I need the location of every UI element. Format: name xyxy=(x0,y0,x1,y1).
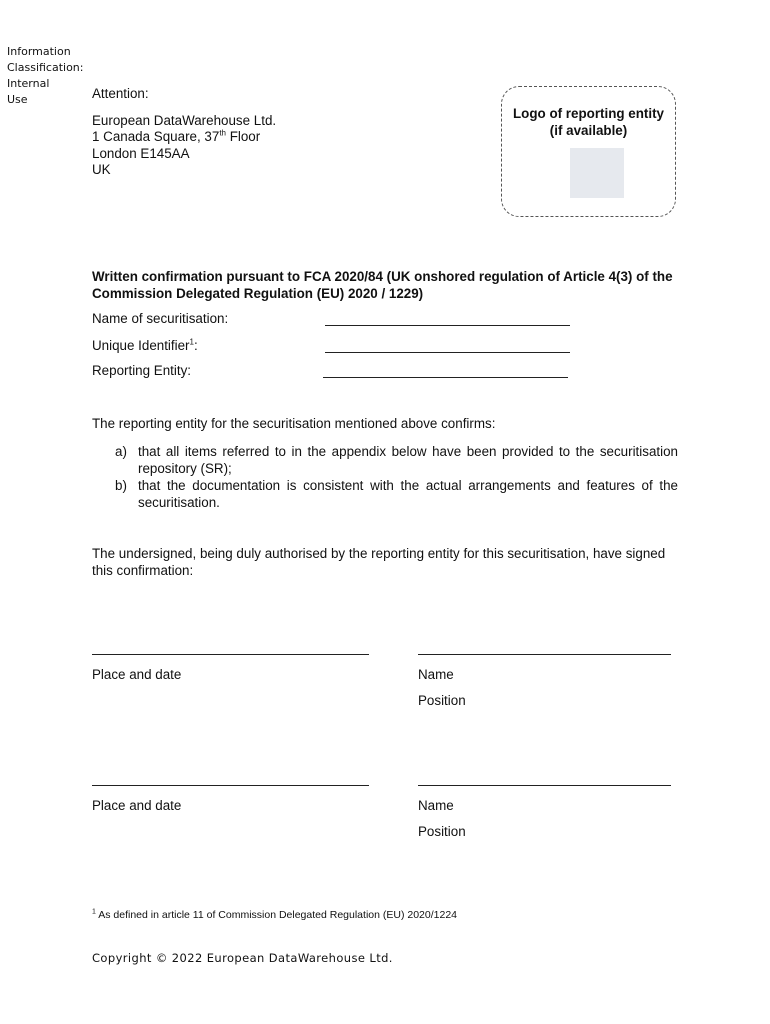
place-date-label: Place and date xyxy=(92,667,182,682)
confirm-intro: The reporting entity for the securitisation mentioned above confirms: xyxy=(92,416,496,431)
footnote-ref: 1 xyxy=(189,337,194,347)
attention-label: Attention: xyxy=(92,86,149,101)
list-item: a) that all items referred to in the appendix below have been provided to the securitisation repository (SR); xyxy=(115,444,678,476)
logo-box-text: Logo of reporting entity (if available) xyxy=(513,106,664,138)
unique-identifier-line[interactable] xyxy=(325,352,570,353)
name-signature-line[interactable] xyxy=(418,785,671,786)
classification-label: Information Classification: Internal Use xyxy=(7,45,84,106)
logo-image-placeholder xyxy=(570,148,624,198)
unique-identifier-label: Unique Identifier$^1$: xyxy=(92,337,198,353)
place-date-signature-line[interactable] xyxy=(92,654,369,655)
securitisation-name-label: Name of securitisation: xyxy=(92,311,229,326)
logo-placeholder-box xyxy=(501,86,676,217)
footnote: $^1$ As defined in article 11 of Commission Delegated Regulation (EU) 2020/1224 xyxy=(92,908,458,921)
reporting-entity-label: Reporting Entity: xyxy=(92,363,191,378)
company-name: European DataWarehouse Ltd. xyxy=(92,112,277,128)
position-label: Position xyxy=(418,824,466,839)
list-item: b) that the documentation is consistent with the actual arrangements and features of the securitisation. xyxy=(115,478,678,510)
street-address: 1 Canada Square, 37th Floor xyxy=(92,128,261,144)
copyright-notice: Copyright © 2022 European DataWarehouse Ltd. xyxy=(92,951,393,965)
place-date-label: Place and date xyxy=(92,798,182,813)
reporting-entity-line[interactable] xyxy=(323,377,568,378)
document-title: Written confirmation pursuant to FCA 2020/84 (UK onshored regulation of Article 4(3) of the Commission Delegated Regulation (EU) 2020 / 1229) xyxy=(92,269,673,301)
city: London E145AA xyxy=(92,145,190,161)
confirm-list xyxy=(92,443,678,511)
name-signature-line[interactable] xyxy=(418,654,671,655)
country: UK xyxy=(92,162,111,177)
name-label: Name xyxy=(418,798,454,813)
position-label: Position xyxy=(418,693,466,708)
name-label: Name xyxy=(418,667,454,682)
place-date-signature-line[interactable] xyxy=(92,785,369,786)
securitisation-name-line[interactable] xyxy=(325,325,570,326)
address-block xyxy=(92,86,276,179)
undersigned-statement: The undersigned, being duly authorised by the reporting entity for this securitisation, have signed this confirmation: xyxy=(92,546,666,578)
